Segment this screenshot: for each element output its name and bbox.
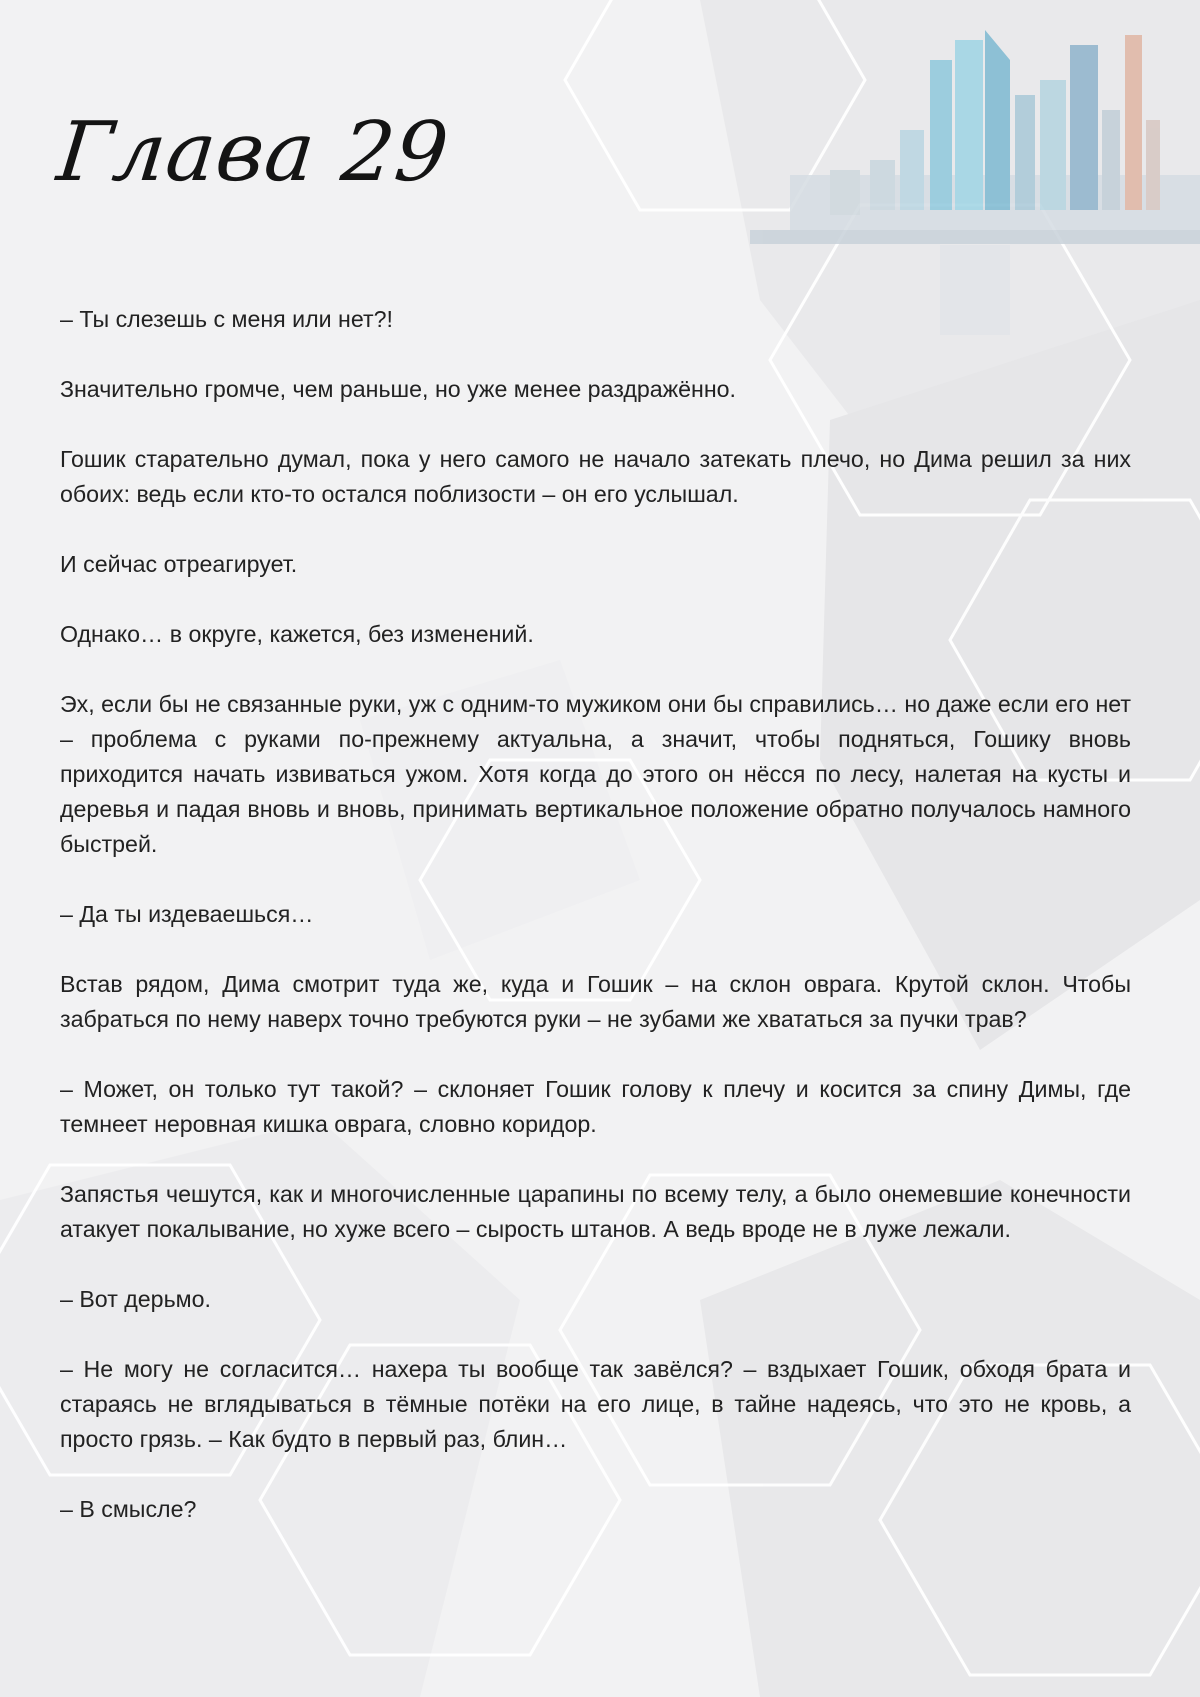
paragraph: – Вот дерьмо.: [60, 1286, 211, 1312]
paragraph: – В смысле?: [60, 1496, 197, 1522]
paragraph: – Может, он только тут такой? – склоняет Гошик голову к плечу и косится за спину Димы, где темнеет неровная кишка оврага, словно коридор.: [60, 1076, 1131, 1137]
paragraph: Однако… в округе, кажется, без изменений.: [60, 621, 534, 647]
paragraph: Встав рядом, Дима смотрит туда же, куда и Гошик – на склон оврага. Крутой склон. Чтобы забраться по нему наверх точно требуются руки – не зубами же хвататься за пучки трав?: [60, 971, 1131, 1032]
paragraph: – Не могу не согласится… нахера ты вообще так завёлся? – вздыхает Гошик, обходя брата и стараясь не вглядываться в тёмные потёки на его лице, в тайне надеясь, что это не кровь, а просто грязь. – Как будто в первый раз, блин…: [60, 1356, 1131, 1452]
chapter-body: [60, 302, 1131, 1562]
paragraph: И сейчас отреагирует.: [60, 551, 298, 577]
paragraph: Гошик старательно думал, пока у него самого не начало затекать плечо, но Дима решил за них обоих: ведь если кто-то остался поблизости – он его услышал.: [60, 446, 1131, 507]
paragraph: Запястья чешутся, как и многочисленные царапины по всему телу, а было онемевшие конечности атакует покалывание, но хуже всего – сырость штанов. А ведь вроде не в луже лежали.: [60, 1181, 1131, 1242]
paragraph: Значительно громче, чем раньше, но уже менее раздражённо.: [60, 376, 736, 402]
paragraph: – Ты слезешь с меня или нет?!: [60, 306, 393, 332]
paragraph: Эх, если бы не связанные руки, уж с одним-то мужиком они бы справились… но даже если его нет – проблема с руками по-прежнему актуальна, а значит, чтобы подняться, Гошику вновь приходится начать извиваться ужом. Хотя когда до этого он нёсся по лесу, налетая на кусты и деревья и падая вновь и вновь, принимать вертикальное положение обратно получалось намного быстрей.: [60, 691, 1131, 857]
paragraph: – Да ты издеваешься…: [60, 901, 314, 927]
chapter-title: Глава 29: [53, 105, 454, 200]
